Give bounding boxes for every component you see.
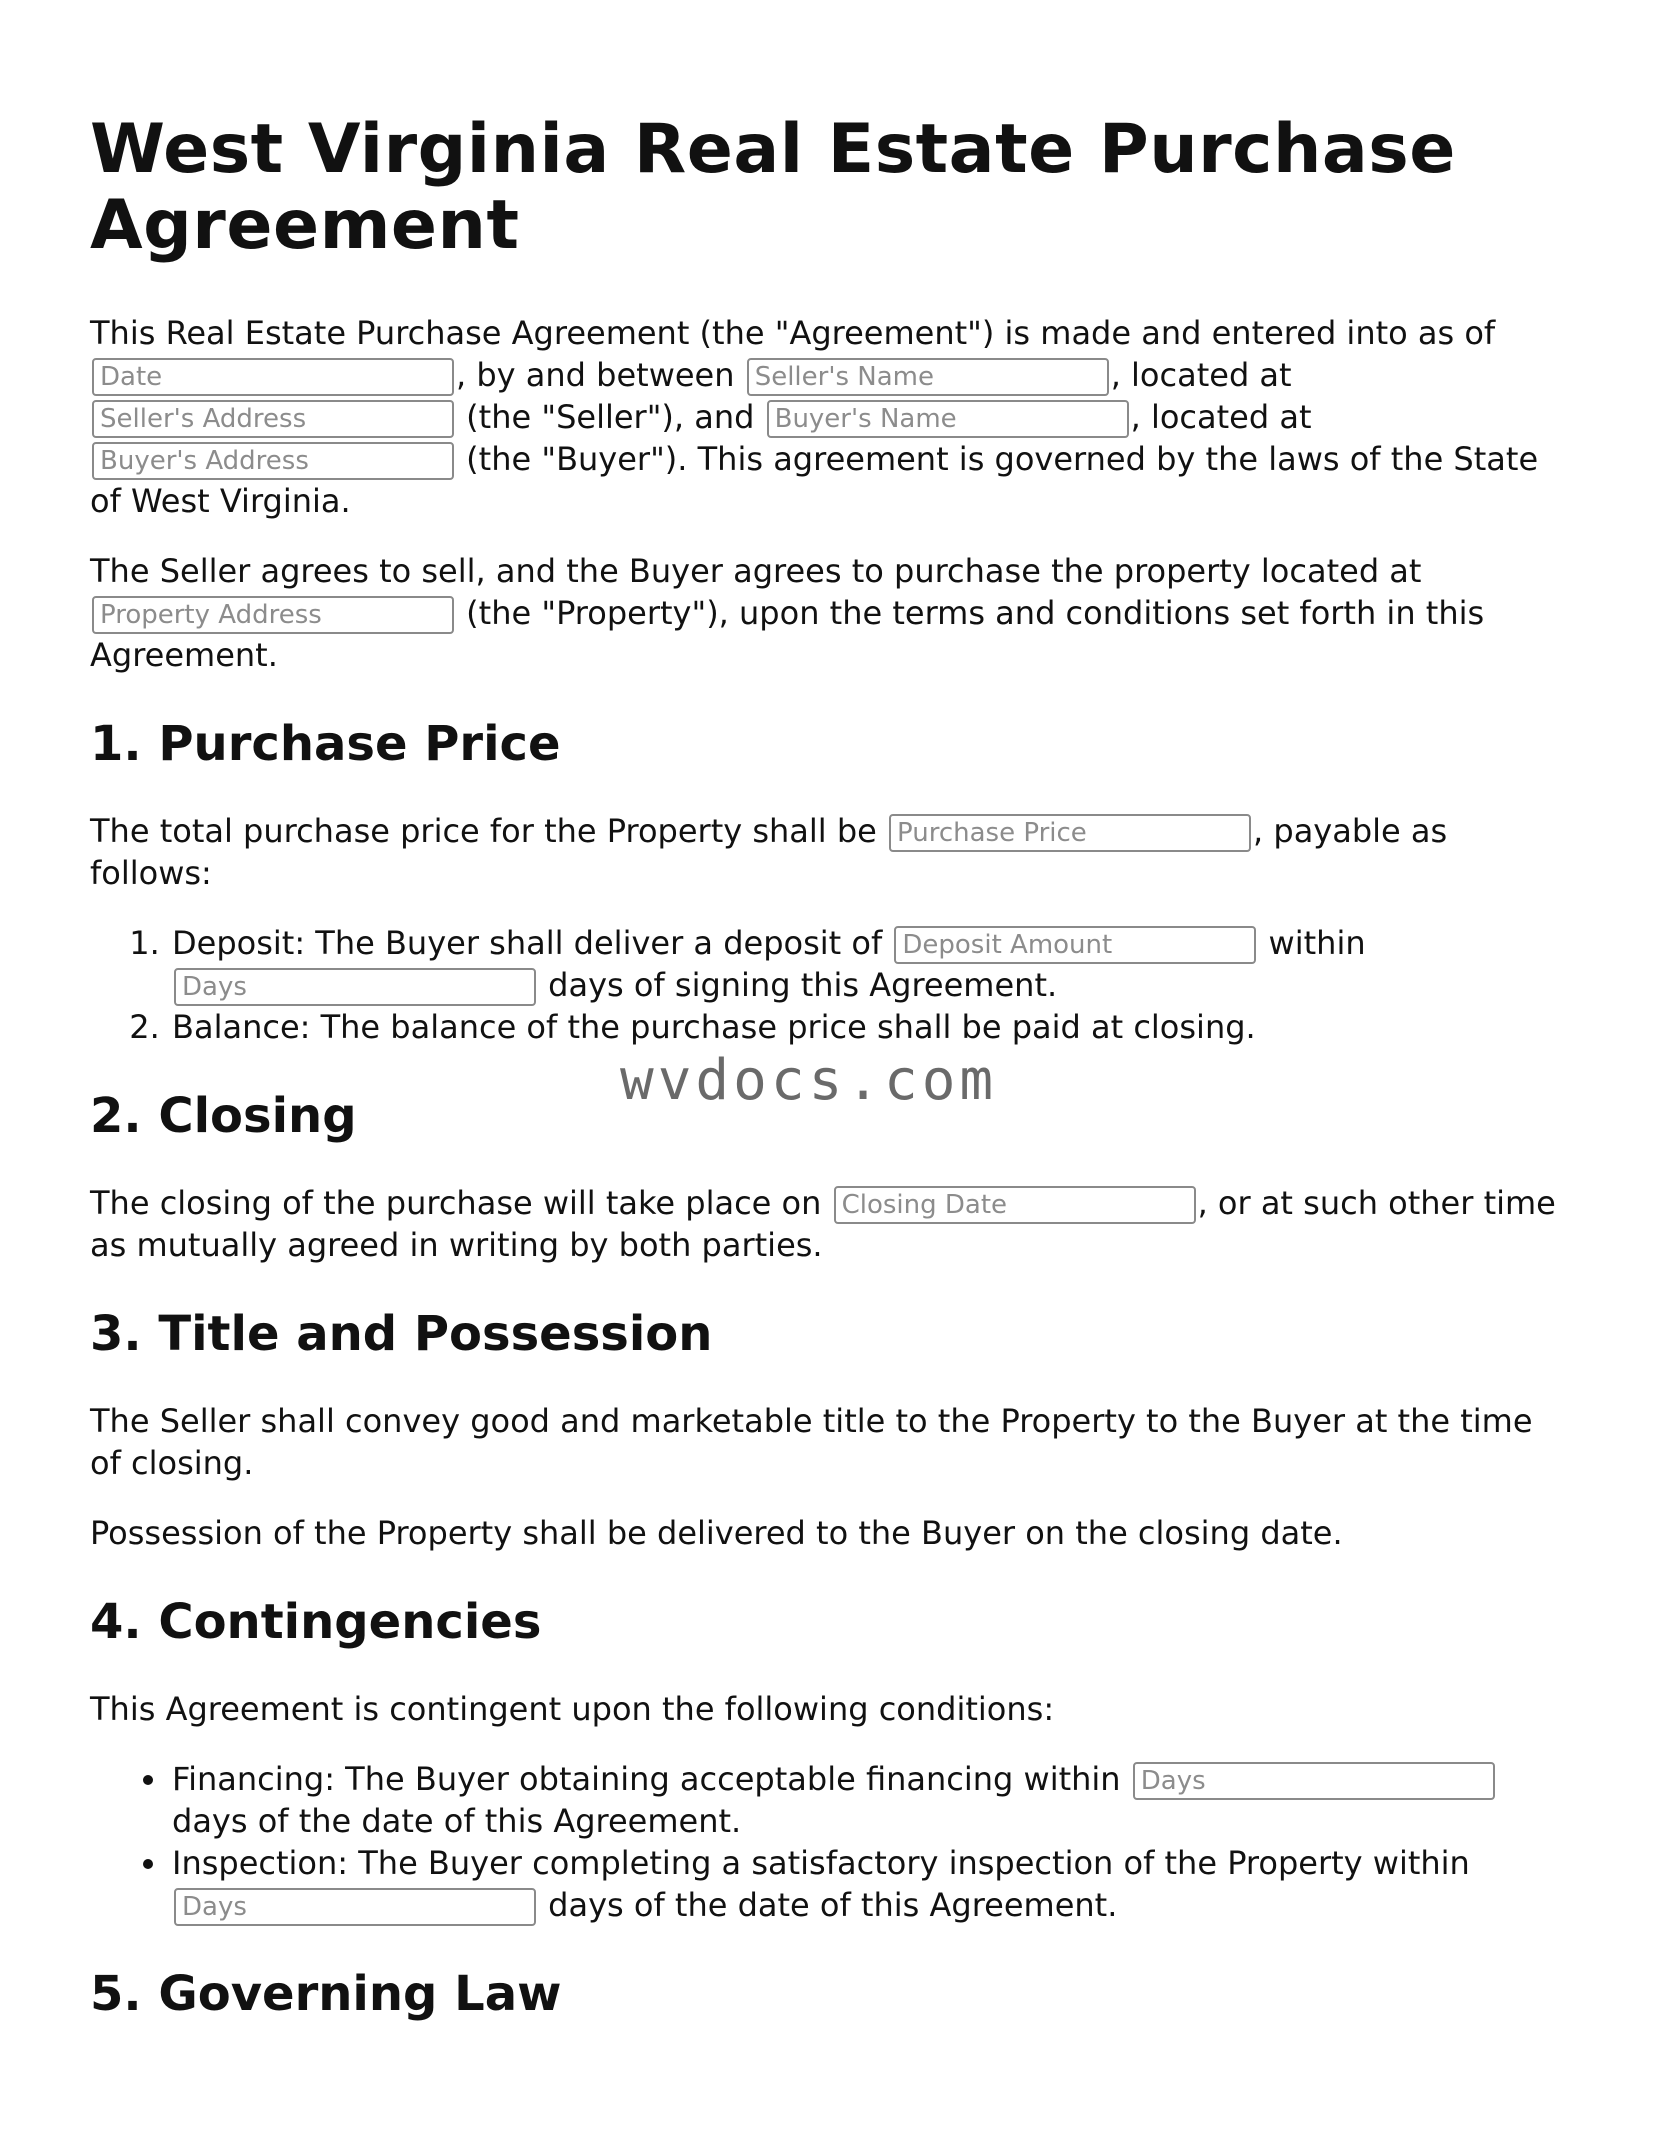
financing-days-input[interactable]	[1133, 1762, 1495, 1800]
title-paragraph: The Seller shall convey good and marketable title to the Property to the Buyer at the time of closing.	[90, 1402, 1533, 1482]
purchase-price-paragraph	[90, 810, 1568, 894]
date-input[interactable]	[92, 358, 454, 396]
watermark: wvdocs.com	[620, 1048, 998, 1113]
list-item-balance: 2. Balance: The balance of the purchase price shall be paid at closing.	[170, 1006, 1568, 1048]
body-text: Deposit: The Buyer shall deliver a deposit of	[172, 924, 893, 962]
inspection-days-input[interactable]	[174, 1888, 536, 1926]
intro-text: (the "Buyer"). This agreement is governed by the laws of the State of West Virginia.	[90, 440, 1539, 520]
body-text: days of the date of this Agreement.	[538, 1886, 1118, 1924]
intro-text: , located at	[1130, 398, 1312, 436]
body-text: , or at such other time as mutually agreed in writing by both parties.	[90, 1184, 1556, 1264]
section-heading-governing-law: 5. Governing Law	[90, 1966, 562, 2022]
seller-name-input[interactable]	[747, 358, 1109, 396]
section-heading-contingencies: 4. Contingencies	[90, 1594, 542, 1650]
seller-address-input[interactable]	[92, 400, 454, 438]
possession-paragraph: Possession of the Property shall be delivered to the Buyer on the closing date.	[90, 1514, 1343, 1552]
intro-text: The Seller agrees to sell, and the Buyer agrees to purchase the property located at	[90, 552, 1422, 590]
intro-paragraph-property	[90, 550, 1568, 676]
body-text: Financing: The Buyer obtaining acceptable financing within	[172, 1760, 1131, 1798]
body-text: The total purchase price for the Property shall be	[90, 812, 888, 850]
intro-text: (the "Property"), upon the terms and conditions set forth in this Agreement.	[90, 594, 1485, 674]
list-item-inspection	[170, 1842, 1568, 1926]
section-heading-purchase-price: 1. Purchase Price	[90, 716, 561, 772]
intro-paragraph-parties	[90, 312, 1568, 522]
closing-paragraph	[90, 1182, 1568, 1266]
section-heading-title-possession: 3. Title and Possession	[90, 1306, 713, 1362]
page-title: West Virginia Real Estate Purchase Agreement	[90, 110, 1456, 265]
deposit-days-input[interactable]	[174, 968, 536, 1006]
intro-text: , located at	[1110, 356, 1292, 394]
intro-text: This Real Estate Purchase Agreement (the "Agreement") is made and entered into as of	[90, 314, 1496, 352]
intro-text: , by and between	[456, 356, 745, 394]
buyer-address-input[interactable]	[92, 442, 454, 480]
purchase-price-input[interactable]	[889, 814, 1251, 852]
deposit-amount-input[interactable]	[894, 926, 1256, 964]
body-text: within	[1258, 924, 1366, 962]
body-text: , payable as follows:	[90, 812, 1448, 892]
list-item-deposit	[170, 922, 1568, 1006]
property-address-input[interactable]	[92, 596, 454, 634]
intro-text: (the "Seller"), and	[456, 398, 765, 436]
body-text: Inspection: The Buyer completing a satisfactory inspection of the Property within	[172, 1844, 1470, 1882]
list-item-financing	[170, 1758, 1568, 1842]
body-text: days of signing this Agreement.	[538, 966, 1058, 1004]
closing-date-input[interactable]	[834, 1186, 1196, 1224]
body-text: days of the date of this Agreement.	[172, 1802, 742, 1840]
contingencies-intro: This Agreement is contingent upon the following conditions:	[90, 1690, 1055, 1728]
section-heading-closing: 2. Closing	[90, 1088, 357, 1144]
contingencies-list	[90, 1758, 1568, 1926]
payment-terms-list	[90, 922, 1568, 1048]
buyer-name-input[interactable]	[767, 400, 1129, 438]
body-text: The closing of the purchase will take place on	[90, 1184, 832, 1222]
